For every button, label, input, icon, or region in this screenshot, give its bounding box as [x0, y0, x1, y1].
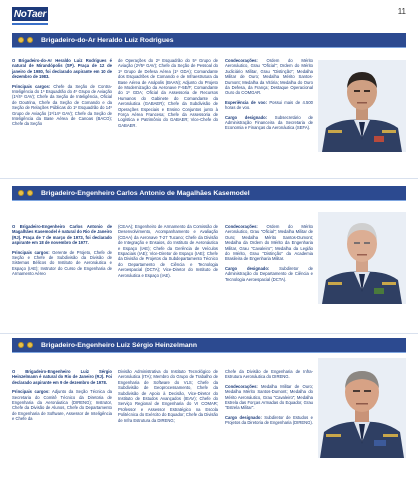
star-icon	[27, 342, 33, 348]
bio-key: Principais cargos:	[12, 389, 50, 395]
bio-paragraph: Divisão Administrativa do Instituto Tecnológico de Aeronáutica (ITA); Membro do Grupo de Trabalho de Engenharia de Software do VLS; Chefe da Subdivisão de Geoprocessamento, Chefe da Subdivisão de Apoio à Decisão, Vice-Diretor do Instituto de Estudos Avançados (IEAV); Chefe do Serviço Regional de Engenharia do VI COMAR; Professor e Assessor Estratégico na Escola Politécnica do Exército do Equador; Chefe da Divisão de Infra Estrutura da DIRENG;	[118, 369, 218, 423]
bio-paragraph: de Operações do 2º Esquadrão do 5º Grupo de Aviação (2º/5º GAV); Chefe da Seção de Pessoal do 1º Grupo de Defesa Aérea (1º GDA); Comandante dos Esquadrões de Comando e de Infraestrutura da Base Aérea de Anápolis (BAAN); Adjunto do Projeto de Modernização da Aeronave F-5E/F; Comandante do 1º GDA; Oficial da Assessoria de Recursos Humanos do Gabinete do Comandante da Aeronáutica (GABAER); Chefe da Subdivisão de Operações Especiais e Ensino Conjuntos junto à Força Aérea Francesa; Chefe da Assessoria de Logística e Patrimônio do GABAER; Vice-Chefe do GABAER.	[118, 58, 218, 128]
bio-column-3	[225, 58, 313, 135]
bio-key: Condecorações:	[225, 224, 258, 229]
bio-intro: O Brigadeiro-do-Ar Heraldo Luiz Rodrigues é natural de Mirandópolis (SP). Praça de 12 de janeiro de 1980, foi declarado aspirante em 10 de dezembro de 1983.	[12, 58, 112, 80]
bio-text: Chefe da Seção de Contra-Inteligência do 1º Esquadrão do 4º Grupo de Aviação (1º/4º GAV); Chefe da Seção de Inteligência, Oficial de Doutrina, Chefe da Seção de Comando e da Seção de Relações Públicas do 1º Esquadrão do 14º Grupo de Aviação (1º/14º GAV); Chefe da Seção de Inteligência da Base Aérea de Canoas (BACO); Chefe da Seção	[12, 83, 112, 127]
star-icon	[27, 190, 33, 196]
star-icon	[18, 342, 24, 348]
bio-text: Subdiretor de Administração do Departamento de Ciência e Tecnologia Aeroespacial (DCTA).	[225, 265, 313, 282]
star-icon	[18, 37, 24, 43]
notaer-logo: NoTaer	[13, 8, 47, 20]
section-band-2	[12, 186, 406, 201]
bio-paragraph	[225, 384, 313, 411]
rank-stars	[18, 37, 33, 43]
officer-portrait	[318, 212, 406, 304]
bio-paragraph	[225, 58, 313, 96]
section-title: Brigadeiro-Engenheiro Luiz Sérgio Heinzelmann	[41, 341, 197, 349]
bio-key: Principais cargos:	[12, 249, 50, 255]
logo-underline	[12, 23, 48, 25]
section-divider	[0, 333, 418, 334]
bio-column-1	[12, 58, 112, 131]
bio-text: Chefe da Divisão de Engenharia de Infra-Estrutura Aeronáutica do DIRENG.	[225, 369, 313, 380]
bio-column-2	[118, 369, 218, 427]
section-title: Brigadeiro-do-Ar Heraldo Luiz Rodrigues	[41, 36, 174, 44]
officer-portrait	[318, 358, 406, 458]
section-band-3	[12, 338, 406, 353]
bio-column-2	[118, 58, 218, 132]
bio-key: Condecorações:	[225, 58, 258, 63]
section-band-1	[12, 33, 406, 48]
star-icon	[18, 190, 24, 196]
bio-text: Medalha Militar de Ouro; Medalha Mérito Santos-Dumont; Medalha do Mérito Aeronáutico, Grau "Cavaleiro"; Medalha Estrela das Forças Armadas do Equador, Grau "Estrela Militar".	[225, 383, 313, 411]
rank-stars	[18, 190, 33, 196]
bio-paragraph	[225, 369, 313, 380]
bio-text: Ordem do Mérito Aeronáutico, Grau "Oficial"; Medalha Militar de Ouro; Medalha Mérito Santos-Dumont; Medalha da Ordem do Mérito da Engenharia Militar, Grau "Cavaleiro"; Medalha da Legião do Mérito, Grau "Distinção" da Academia Brasileira de Engenharia Militar.	[225, 224, 313, 262]
bio-paragraph	[225, 266, 313, 282]
star-icon	[27, 37, 33, 43]
bio-text: Possui mais de 4.500 horas de voo.	[225, 99, 314, 111]
bio-paragraph	[225, 115, 313, 131]
page-number: 11	[397, 7, 406, 16]
bio-paragraph: (CEAA); Engenheiro de Armamento da Comissão de Desenvolvimento, Acompanhamento e Avaliação (CDAA) da Aeronave T-27 Tucano; Chefe da Divisão de Integração e Ensaios, do Instituto de Aeronáutica e Espaço (IAE); Chefe da Gerência de Veículos Espaciais (IAE); Vice-Diretor de Espaço (IAE); Chefe da Divisão de Projetos da Subdepartamento Técnico do Departamento de Ciência e Tecnologia Aeroespacial (DCTA); Vice-Diretor do Instituto de Aeronáutica e Espaço (IAE).	[118, 224, 218, 278]
bio-key: Cargo designado:	[225, 414, 262, 420]
bio-column-3	[225, 224, 313, 286]
bio-column-1	[12, 224, 112, 281]
bio-key: Cargo designado:	[225, 114, 268, 120]
bio-intro: O Brigadeiro-Engenheiro Luiz Sérgio Heinzelmann é natural do Rio de Janeiro (RJ). Foi declarado aspirante em 9 de dezembro de 1978.	[12, 369, 112, 385]
bio-text: Subdiretor de Estudos e Projetos da Diretoria de Engenharia (DIRENG).	[225, 414, 313, 426]
bio-key: Cargo designado:	[225, 265, 270, 271]
officer-portrait	[318, 60, 406, 152]
section-divider	[0, 178, 418, 179]
bio-intro: O Brigadeiro-Engenheiro Carlos Antonio de Magalhães Kasemodel é natural do Rio de Janeiro (RJ). Praça de 7 de março de 1973, foi declarado aspirante em 18 de novembro de 1977.	[12, 224, 112, 246]
section-title: Brigadeiro-Engenheiro Carlos Antonio de Magalhães Kasemodel	[41, 189, 250, 197]
bio-paragraph	[225, 100, 313, 111]
bio-key: Condecorações:	[225, 383, 258, 389]
bio-paragraph	[12, 250, 112, 277]
bio-paragraph	[12, 84, 112, 127]
bio-key: Principais cargos:	[12, 83, 51, 89]
bio-text: Subsecretário de Administração Financeira da Secretaria de Economia e Finanças da Aeronáutica (SEFA).	[225, 114, 313, 131]
bio-text: Ordem do Mérito Aeronáutico, Grau "Oficial"; Ordem do Mérito Judiciário Militar, Grau "Distinção"; Medalha Militar de Ouro; Medalha Mérito Santos-Dumont; Medalha da Vitória; Medalha do Ouro da Defesa, da França; Destaque Operacional Ouro do COMGAR.	[225, 58, 313, 96]
bio-paragraph	[12, 389, 112, 421]
bio-key: Experiência de voo:	[225, 99, 267, 105]
bio-column-1	[12, 369, 112, 426]
bio-column-2	[118, 224, 218, 282]
rank-stars	[18, 342, 33, 348]
bio-text: Adjunto da Seção Técnica da Secretaria do Comitê Técnico da Diretoria de Engenharia da Aeronáutica (DIRENG); Instrutor, Chefe da Divisão de Alunos, Chefe do Departamento de Engenharia de Software, Assessor de Inteligência e Chefe da	[12, 389, 112, 422]
bio-paragraph	[225, 224, 313, 262]
bio-paragraph	[225, 415, 313, 426]
bio-column-3	[225, 369, 313, 430]
bio-text: Gerente de Projeto, Chefe de Seção e Chefe de Subdivisão da Divisão de Sistemas Bélicos do Instituto de Aeronáutica e Espaço (IAE); Instrutor do Curso de Engenharia de Armamento Aéreo	[12, 249, 112, 277]
